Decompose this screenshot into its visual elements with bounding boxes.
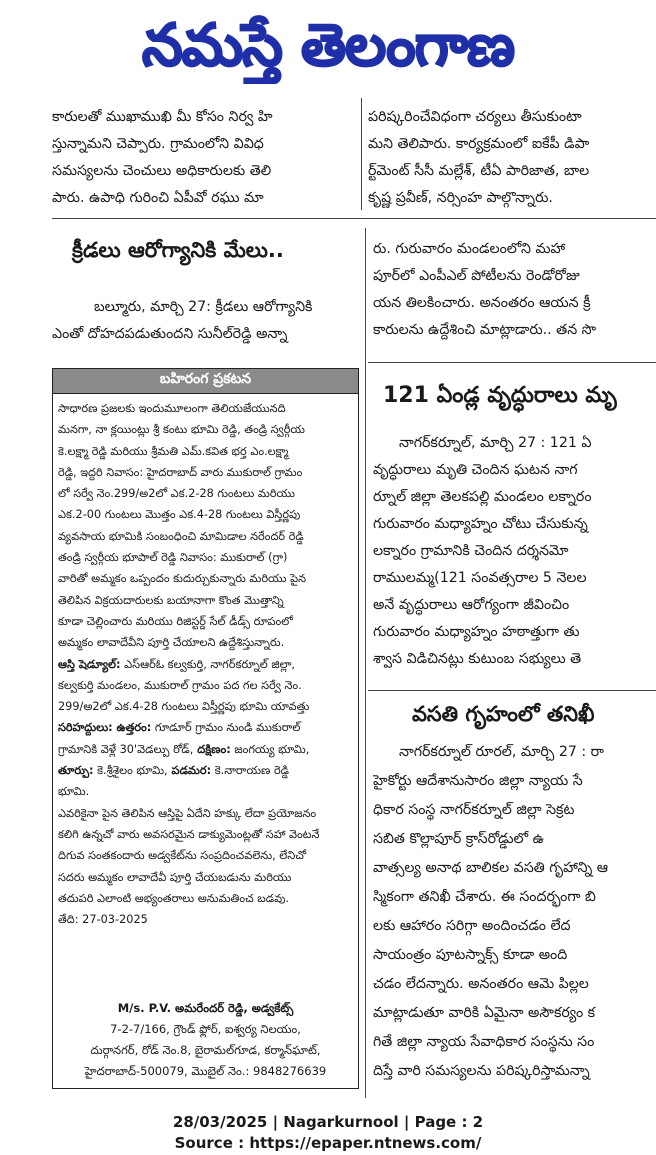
text-line: గురువారం మధ్యాహ్నం చోటు చేసుకున్న [373,516,588,532]
notice-line: వారితో అమ్మకం ఒప్పందం కుదుర్చుకున్నారు మరియు పైన [58,572,307,586]
centenarian-article-headline: 121 ఏండ్ల వృద్ధురాలు మృ [383,383,617,408]
notice-title: బహిరంగ ప్రకటన [159,371,252,387]
boundaries-line [58,717,356,738]
section-divider [52,218,656,219]
text-line: నాగర్‌కర్నూల్, మార్చి 27 : 121 ఏ [399,435,592,451]
notice-line: వ్యవసాయ భూమికి సంబంధించి మామిడాల నరేందర్ రెడ్డి [58,529,304,543]
text-line: అనే వృద్ధురాలు ఆరోగ్యంగా జీవించిం [373,597,570,613]
address-line: దుర్గానగర్, రోడ్ నెం.8, బైరామల్‌గూడ, కర్మాన్‌ఘాట్, [90,1043,321,1057]
hostel-article-body [373,738,656,1086]
schedule-label: ఆస్తి షెడ్యూల్: [58,657,121,671]
boundary-east: కె.శ్రీశైలం భూమి, [93,764,168,778]
masthead [0,0,656,92]
section-divider [368,362,656,363]
text-line: హైకోర్టు ఆదేశానుసారం జిల్లా న్యాయ సే [373,773,583,789]
schedule-line: కల్వకుర్తి మండలం, ముకురాల్ గ్రామం పద గల సర్వే నెం. [58,678,302,692]
notice-line: తెలిపిన విక్రయదారులకు బయానాగా కొంత మొత్తాన్ని [58,593,284,607]
top-article-right-column [368,104,656,212]
footer-edition-info: 28/03/2025 | Nagarkurnool | Page : 2 [172,1113,484,1131]
text-line: పరిష్కరించేవిధంగా చర్యలు తీసుకుంటా [368,109,582,125]
notice-line: అమ్మకం లావాదేవీని పూర్తి చేయాలని ఉద్దేశిస్తున్నారు. [58,636,285,650]
boundaries-line [58,760,356,781]
address-line: హైదరాబాద్-500079, మొబైల్ నెం.: 9848276639 [84,1064,327,1078]
objection-line: దిగువ సంతకందారు అడ్వకేట్‌ను సంప్రదించవలెను, లేనిచో [58,849,307,863]
text-line: ర్ట్‌మెంట్ సీసీ మల్లేశ్, టీఏ పారిజాత, బాల [368,163,590,179]
newspaper-logo: నమస్తే తెలంగాణ [142,11,514,79]
boundary-south: జంగయ్య భూమి, [230,742,310,756]
sports-article-body [52,294,358,348]
south-label: దక్షిణం: [193,742,231,756]
text-line: సమస్యలను చెంచులు అధికారులకు తెలి [52,163,272,179]
text-line: మాట్లాడుతూ వారికి ఏమైనా అసౌకర్యం క [373,1005,596,1021]
column-divider [361,98,362,210]
objection-line: సదరు అమ్మకం లావాదేవీ పూర్తి చేయబడును మరియు [58,870,292,884]
text-line: వాత్సల్య అనాథ బాలికల వసతి గృహాన్ని ఆ [373,860,609,876]
notice-line: కూడా చెల్లించారు మరియు రిజిస్టర్డ్ సేల్ డీడ్స్ రూపంలో [58,614,293,628]
notice-line: ఎక.2-00 గుంటలు మొత్తం ఎక.4-28 గుంటలు విస్తీర్ణపు [58,508,301,522]
objection-line: తదుపరి ఎలాంటి అభ్యంతరాలు అనుమతించ బడవు. [58,891,289,905]
column-divider [365,228,366,1098]
notice-title-bar [53,369,358,394]
text-line: బల్మూరు, మార్చి 27: క్రీడలు ఆరోగ్యానికి [94,299,313,315]
text-line: నాగర్‌కర్నూల్ రూరల్, మార్చి 27 : రా [399,744,604,760]
text-line: యన తిలకించారు. అనంతరం ఆయన క్రీ [373,295,591,311]
public-notice-ad [52,368,359,1089]
text-line: స్మికంగా తనిఖీ చేశారు. ఈ సందర్భంగా బి [373,889,596,905]
notice-line: తండ్రి స్వర్గీయ భూపాల్ రెడ్డి నివాసం: ముకురాల్ (గ్రా) [58,551,288,565]
notice-line: లో సర్వే నెం.299/అ2లో ఎక.2-28 గుంటలు మరియు [58,487,295,501]
boundary-west: కె.నారాయణ రెడ్డి [211,764,290,778]
text-line: కారులతో ముఖాముఖి మీ కోసం నిర్వ హి [52,109,273,125]
objection-line: కలిగి ఉన్నచో వారు అవసరమైన డాక్యుమెంట్లతో సహా వెంటనే [58,827,320,841]
page-footer [0,1112,656,1154]
text-line: శ్వాస విడిచినట్లు కుటుంబ సభ్యులు తె [373,651,582,667]
top-article-left-column [52,104,352,212]
text-line: ర్నూల్ జిల్లా తెలకపల్లి మండలం లక్నారం [373,489,592,505]
continued-article-body [373,236,656,344]
schedule-line [58,654,356,675]
text-line: కారులను ఉద్దేశించి మాట్లాడారు.. తన సొ [373,322,597,338]
text-line: పారు. ఉపాధి గురించి ఏపీవో రఘు మా [52,190,264,206]
signatory: M/s. P.V. అమరేందర్ రెడ్డి, అడ్వకేట్స్ [117,1001,294,1015]
boundaries-line [58,739,356,760]
schedule-text: ఎస్ఆర్ఓ కల్వకుర్తి, నాగర్‌కర్నూల్ జిల్లా, [120,657,296,671]
text-line: పూర్‌లో ఎంపీఎల్ పోటీలను రెండోరోజు [373,268,580,284]
notice-line: రెడ్డి, ఇద్దరి నివాసం: హైదరాబాద్ వారు ముకురాల్ గ్రామం [58,465,303,479]
boundary-north-cont: గ్రామానికి వెళ్లే 30'వెడల్పు రోడ్, [58,742,194,756]
section-divider [368,690,656,691]
notice-line: మనగా, నా క్లయింట్లు శ్రీ కంటు భూమి రెడ్డి, తండ్రి స్వర్గీయ [58,423,305,437]
text-line: గితే జిల్లా న్యాయ సేవాధికార సంస్థను సం [373,1034,595,1050]
hostel-article-headline: వసతి గృహంలో తనిఖీ [412,702,595,726]
text-line: లకు ఆహారం సరిగ్గా అందించడం లేద [373,918,571,934]
text-line: చడం లేదన్నారు. అనంతరం ఆమె పిల్లల [373,976,589,992]
text-line: స్తున్నామని చెప్పారు. గ్రామంలోని వివిధ [52,136,264,152]
text-line: ధికార సంస్థ నాగర్‌కర్నూల్ జిల్లా సెక్రట [373,802,575,818]
text-line: కృష్ణ ప్రవీణ్, నర్సింహ పాల్గొన్నారు. [368,190,553,206]
notice-signature-block [53,998,358,1082]
text-line: ఎంతో దోహదపడుతుందని సునీల్‌రెడ్డి అన్నా [52,326,288,342]
notice-line: కె.లక్ష్మా రెడ్డి మరియు శ్రీమతి ఎమ్.కవిత భర్త ఎం.లక్ష్మా [58,444,289,458]
text-line: గురువారం మధ్యాహ్నం హఠాత్తుగా తు [373,624,580,640]
text-line: మని తెలిపారు. కార్యక్రమంలో ఐకేపీ డిపా [368,136,590,152]
objection-line: ఎవరికైనా పైన తెలిపిన ఆస్తిపై ఏదేని హక్కు లేదా ప్రయోజనం [58,806,317,820]
footer-source: Source : https://epaper.ntnews.com/ [174,1134,482,1152]
notice-line: సాధారణ ప్రజలకు ఇందుమూలంగా తెలియజేయునది [58,402,286,415]
text-line: లక్నారం గ్రామానికి చెందిన దర్శనమో [373,543,569,559]
boundaries-label: సరిహద్దులు: ఉత్తరం: [58,721,152,735]
boundaries-line: భూమి. [58,785,90,799]
boundary-north: గూడూర్ గ్రామం నుండి ముకురాల్ [151,721,301,735]
text-line: వృద్ధురాలు మృతి చెందిన ఘటన నాగ [373,462,578,478]
text-line: దిస్తే వారి సమస్యలను పరిష్కరిస్తామన్నా [373,1063,590,1079]
east-label: తూర్పు: [58,764,94,778]
text-line: సాయంత్రం పూటస్నాక్స్ కూడా అంది [373,947,568,963]
west-label: పడమర: [167,764,212,778]
sports-article-headline: క్రీడలు ఆరోగ్యానికి మేలు.. [72,238,284,262]
address-line: 7-2-7/166, గ్రౌండ్ ఫ్లోర్, ఐశ్వర్య నిలయం, [110,1022,301,1036]
schedule-line: 299/అ2లో ఎక.4-28 గుంటలు విస్తీర్ణపు భూమి యావత్తు [58,700,310,714]
centenarian-article-body [373,430,656,673]
notice-date: తేది: 27-03-2025 [58,913,148,927]
notice-body [58,398,356,930]
text-line: రు. గురువారం మండలంలోని మహా [373,241,566,257]
text-line: సబిత కొల్లాపూర్ క్రాస్‌రోడ్డులో ఉ [373,831,544,847]
text-line: రాములమ్మ(121 సంవత్సరాల 5 నెలల [373,570,587,586]
